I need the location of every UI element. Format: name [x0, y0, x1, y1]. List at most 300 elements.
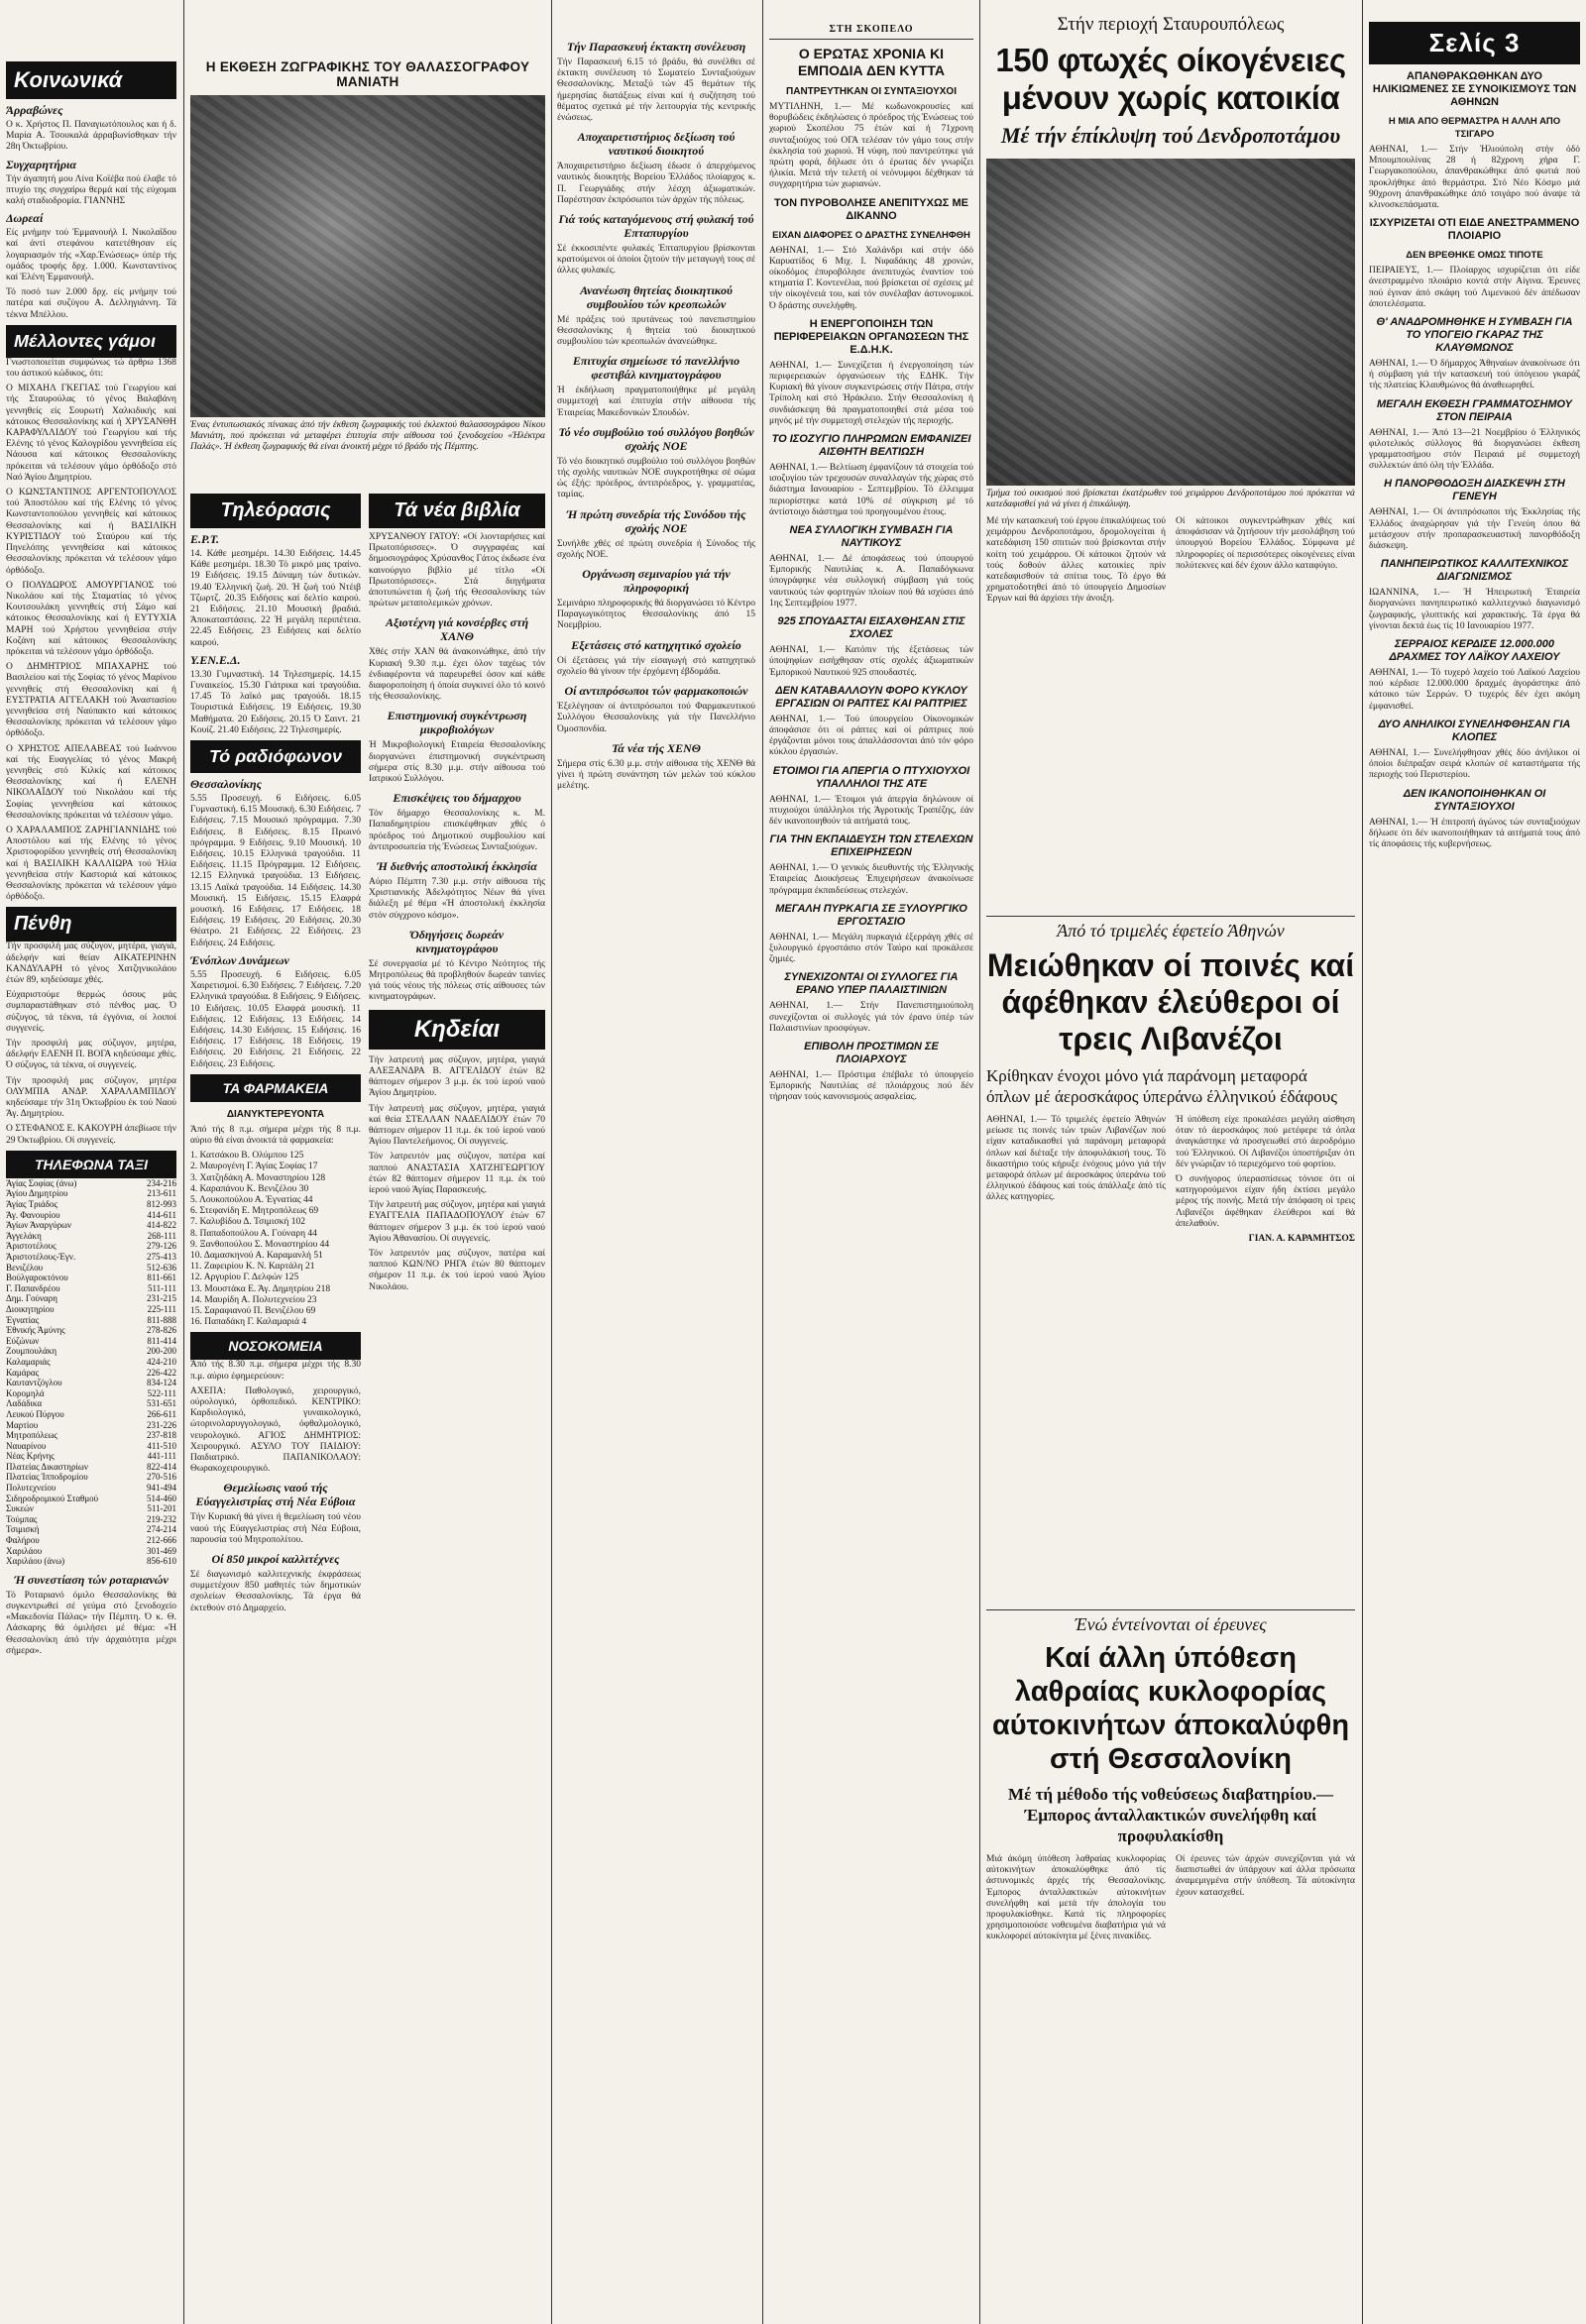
- taxi-stand-name: Καμάρας: [6, 1367, 40, 1378]
- taxi-stand-name: Ζουμπουλάκη: [6, 1346, 57, 1357]
- taxi-phone-number: 522-111: [147, 1387, 176, 1398]
- collections-headline: ΣΥΝΕΧΙΖΟΝΤΑΙ ΟΙ ΣΥΛΛΟΓΕΣ ΓΙΑ ΕΡΑΝΟ ΥΠΕΡ ΠΑΛΑΙΣΤΙΝΙΩΝ: [784, 971, 959, 997]
- taxi-phone-row: [6, 1210, 176, 1221]
- taxi-phone-list: [6, 1178, 176, 1567]
- taxi-phone-number: 275-413: [147, 1252, 176, 1262]
- lebanese-headline: Μειώθηκαν οί ποινές καί άφέθηκαν έλεύθεροι οί τρεις Λιβανέζοι: [986, 947, 1355, 1056]
- butchers-heading: Ανανέωση θητείας διοικητικού συμβουλίου τών κρεοπωλών: [580, 282, 733, 311]
- taxi-phone-number: 268-111: [147, 1230, 176, 1241]
- pharmacy-item: 16. Παπαδάκη Γ. Καλαμαριά 4: [190, 1317, 307, 1328]
- garage-text: ΑΘΗΝΑΙ, 1.— Ό δήμαρχος Άθηναίων άνακοίνωσε ότι ή σύμβαση γιά τήν κατασκευή τού ύπόγειου γκαράζ τής πλατείας Κλαυθμώνος θά άναθεωρηθεί.: [1369, 359, 1580, 391]
- wedding-item: Ο ΚΩΝΣΤΑΝΤΙΝΟΣ ΑΡΓΕΝΤΟΠΟΥΛΟΣ τού Άποστόλου καί τής Ελένης τό γένος Κωνσταντοπούλου γεννηθείς καί κάτοικος Θεσσαλονίκης καί ή ΒΑΣΙΛΙΚΗ ΚΥΡΙΣΤΙΔΟΥ τού Σταύρου καί τής Πηνελόπης γεννηθείσα καί κάτοικος Θεσσαλονίκης πρόκειται νά τελέσουν γάμο όρθόδοξο.: [6, 488, 176, 576]
- taxi-phone-number: 941-494: [147, 1483, 176, 1494]
- festival-text: Ή έκδήλωση πραγματοποιήθηκε μέ μεγάλη συμμετοχή καί έπιτυχία στήν αίθουσα τής Έταιρείας Μακεδονικών Σπουδών.: [557, 386, 755, 418]
- garage-headline: Θ' ΑΝΑΔΡΟΜΗΘΗΚΕ Η ΣΥΜΒΑΣΗ ΓΙΑ ΤΟ ΥΠΟΓΕΙΟ ΓΚΑΡΑΖ ΤΗΣ ΚΛΑΥΘΜΩΝΟΣ: [1376, 316, 1573, 355]
- pharmacy-item: 12. Αργυρίου Γ. Δελφών 125: [190, 1273, 299, 1283]
- funeral-item: Τήν λατρευτή μας σύζυγον, μητέρα, γιαγιά ΑΛΕΞΑΝΔΡΑ Β. ΑΓΓΕΛΙΔΟΥ έτών 82 θάπτομεν σήμερον 3 μ.μ. έκ τού ίερού ναού Άγίου Δημητρίου.: [369, 1054, 545, 1099]
- xanth-heading: Αξιοτέχνη γιά κονσέρβες στή ΧΑΝΘ: [385, 615, 529, 644]
- taxi-stand-name: Τσιμισκή: [6, 1524, 40, 1535]
- taxi-phone-number: 514-460: [147, 1493, 176, 1503]
- yened-label: Υ.ΕΝ.Ε.Δ.: [190, 652, 241, 667]
- taxi-phone-row: [6, 1273, 176, 1283]
- pharmacists-heading: Οί αντιπρόσωποι τών φαρμακοποιών: [564, 684, 748, 699]
- microbiology-text: Ή Μικροβιολογική Εταιρεία Θεσσαλονίκης διοργανώνει έπιστημονική συγκέντρωση σήμερα στίς 8.30 μ.μ. στήν αίθουσα τού Ιατρικού Συλλόγου.: [369, 740, 545, 785]
- donations-text: Τό ποσό των 2.000 δρχ. είς μνήμην τού πατέρα καί συζύγου Α. Δελληγιάννη. Τά τέκνα Μπέλλου.: [6, 287, 176, 320]
- congratulations-text: Τήν άγαπητή μου Λίνα Κοϊέβα πού έλαβε τό πτυχίο της συγχαίρω θερμά καί τής εύχομαι καλή σταδιοδρομία. ΓΙΑΝΝΗΣ: [6, 173, 176, 207]
- lebanese-subhead: Κρίθηκαν ένοχοι μόνο γιά παράνομη μεταφορά όπλων μέ άεροσκάφος ύπεράνω έλληνικού έδάφους: [986, 1066, 1337, 1106]
- pensioners-unsatisfied-text: ΑΘΗΝΑΙ, 1.— Ή έπιτροπή άγώνος τών συνταξιούχων δήλωσε ότι δέν ικανοποιήθηκαν τά αιτήματά τους άπό τίς άποφάσεις τής κυβερνήσεως.: [1369, 817, 1580, 849]
- apostolic-church-heading: Ή διεθνής αποστολική έκκλησία: [377, 859, 537, 874]
- divider: [986, 1609, 1355, 1610]
- strike-text: ΑΘΗΝΑΙ, 1.— Έτοιμοι γιά άπεργία δηλώνουν οί πτυχιούχοι ύπάλληλοι τής Άγροτικής Τραπέζης, έάν δέν ικανοποιηθούν τά αιτήματά τους.: [769, 794, 973, 827]
- hospitals-intro: Άπό τής 8.30 π.μ. σήμερα μέχρι τής 8.30 π.μ. αύριο έφημερεύουν:: [190, 1360, 361, 1382]
- contract-headline: ΝΕΑ ΣΥΛΛΟΓΙΚΗ ΣΥΜΒΑΣΗ ΓΙΑ ΝΑΥΤΙΚΟΥΣ: [789, 524, 954, 550]
- apostolic-church-text: Αύριο Πέμπτη 7.30 μ.μ. στήν αίθουσα τής Χριστιανικής Άδελφότητος Νέων θά γίνει διάλεξη μέ θέμα «Ή άποστολική έκκλησία στόν σύγχρονο κόσμο».: [369, 877, 545, 921]
- pharmacy-item: 3. Χατζηδάκη Α. Μοναστηρίου 128: [190, 1172, 326, 1183]
- taxi-phone-number: 266-611: [147, 1408, 176, 1419]
- section-hospitals-title: ΝΟΣΟΚΟΜΕΙΑ: [190, 1332, 361, 1360]
- radio-armed-forces-label: Ένόπλων Δυνάμεων: [190, 952, 289, 967]
- taxi-phone-row: [6, 1462, 176, 1473]
- fines-text: ΑΘΗΝΑΙ, 1.— Πρόστιμα έπέβαλε τό ύπουργείο Έμπορικής Ναυτιλίας σέ πλοιάρχους πού δέν τήρησαν τούς κανονισμούς ασφαλείας.: [769, 1069, 973, 1103]
- radio-armed-forces-schedule: 5.55 Προσευχή. 6 Ειδήσεις. 6.05 Χαιρετισμοί. 6.30 Ειδήσεις. 7 Ειδήσεις. 7.20 Ελληνικά τραγούδια. 8 Ειδήσεις. 9 Ειδήσεις. 10 Ειδήσεις. 10.05 Ελαφρά μουσική. 11 Ειδήσεις. 12 Ειδήσεις. 13 Ειδήσεις. 14 Ειδήσεις. 14.30 Ειδήσεις. 15 Ειδήσεις. 16 Ειδήσεις. 17 Ειδήσεις. 18 Ειδήσεις. 19 Ειδήσεις. 20 Ειδήσεις. 21 Ειδήσεις. 22 Ειδήσεις. 23 Ειδήσεις.: [190, 969, 361, 1069]
- balance-headline: ΤΟ ΙΣΟΖΥΓΙΟ ΠΛΗΡΩΜΩΝ ΕΜΦΑΝΙΖΕΙ ΑΙΣΘΗΤΗ ΒΕΛΤΙΩΣΗ: [771, 433, 971, 459]
- fines-headline: ΕΠΙΒΟΛΗ ΠΡΟΣΤΙΜΩΝ ΣΕ ΠΛΟΙΑΡΧΟΥΣ: [804, 1040, 939, 1065]
- taxi-stand-name: Σιδηροδρομικού Σταθμού: [6, 1493, 99, 1503]
- stavroupoli-headline: 150 φτωχές οίκογένειες μένουν χωρίς κατοικία: [995, 42, 1346, 116]
- fire-headline: ΜΕΓΑΛΗ ΠΥΡΚΑΓΙΑ ΣΕ ΞΥΛΟΥΡΓΙΚΟ ΕΡΓΟΣΤΑΣΙΟ: [775, 902, 967, 928]
- stavroupoli-subhead: Μέ τήν έπίκλυψη τού Δενδροποτάμου: [1000, 123, 1341, 148]
- lebanese-author: ΓΙΑΝ. Α. ΚΑΡΑΜΗΤΣΟΣ: [1248, 1234, 1355, 1245]
- pharmacy-item: 8. Παπαδοπούλου Α. Γούναρη 44: [190, 1228, 317, 1239]
- collections-text: ΑΘΗΝΑΙ, 1.— Στήν Πανεπιστημιούπολη συνεχίζονται οί συλλογές γιά τόν έρανο ύπέρ τών Παλαιστινίων προσφύγων.: [769, 1001, 973, 1034]
- taxi-phone-row: [6, 1451, 176, 1462]
- taxi-phone-row: [6, 1378, 176, 1388]
- exams-text: Οί έξετάσεις γιά τήν είσαγωγή στό κατηχητικό σχολείο θά γίνουν τήν έρχόμενη έβδομάδα.: [557, 655, 755, 677]
- taxi-stand-name: Πολυτεχνείου: [6, 1483, 57, 1494]
- exhibition-headline: Η ΕΚΘΕΣΗ ΖΩΓΡΑΦΙΚΗΣ ΤΟΥ ΘΑΛΑΣΣΟΓΡΑΦΟΥ ΜΑΝΙΑΤΗ: [205, 59, 530, 89]
- burned-headline: ΑΠΑΝΘΡΑΚΩΘΗΚΑΝ ΔΥΟ ΗΛΙΚΙΩΜΕΝΕΣ ΣΕ ΣΥΝΟΙΚΙΣΜΟΥΣ ΤΩΝ ΑΘΗΝΩΝ: [1372, 70, 1577, 108]
- taxi-phone-row: [6, 1430, 176, 1441]
- pharmacy-item: 15. Σαραφιανού Π. Βενιζέλου 69: [190, 1305, 316, 1316]
- section-mourning-title: Πένθη: [6, 907, 176, 941]
- mourning-item: Εύχαριστούμε θερμώς όσους μάς συμπαραστάθηκαν στό πένθος μας. Ό σύζυγος, τά τέκνα, τά έγγόνια, οί λοιποί συγγενείς.: [6, 990, 176, 1034]
- art-contest-headline: ΠΑΝΗΠΕΙΡΩΤΙΚΟΣ ΚΑΛΛΙΤΕΧΝΙΚΟΣ ΔΙΑΓΩΝΙΣΜΟΣ: [1380, 558, 1569, 584]
- taxi-phone-row: [6, 1441, 176, 1452]
- pharmacy-item: 14. Μαυρίδη Α. Πολυτεχνείου 23: [190, 1294, 317, 1305]
- weddings-intro: Γνωστοποιείται συμφώνως τώ άρθρω 1368 του άστικού κώδικος, ότι:: [6, 357, 176, 380]
- taxi-stand-name: Κορομηλά: [6, 1387, 45, 1398]
- taxi-phone-number: 811-888: [147, 1314, 176, 1325]
- taxi-stand-name: Άριστοτέλους-Έγν.: [6, 1252, 76, 1262]
- shooting-headline: ΤΟΝ ΠΥΡΟΒΟΛΗΣΕ ΑΝΕΠΙΤΥΧΩΣ ΜΕ ΔΙΚΑΝΝΟ: [774, 196, 968, 222]
- training-text: ΑΘΗΝΑΙ, 1.— Ό γενικός διευθυντής τής Έλληνικής Έταιρείας Διοικήσεως Έπιχειρήσεων άνακοίνωσε πρόγραμμα έκπαιδεύσεως στελεχών.: [769, 863, 973, 896]
- stavroupoli-caption: Τμήμα τού οικισμού πού βρίσκεται έκατέρωθεν τού χειμάρρου Δενδροποτάμου πού πρόκειται νά κατεδαφισθεί γιά νά γίνει ή έπικάλυψη.: [986, 489, 1355, 509]
- taxi-stand-name: Βενιζέλου: [6, 1262, 44, 1273]
- column-national-news: [769, 0, 973, 2324]
- lebanese-text: ΑΘΗΝΑΙ, 1.— Τό τριμελές έφετείο Άθηνών μείωσε τις ποινές τών τριών Λιβανέζων πού είχαν καταδικασθεί γιά παράνομη μεταφορά όπλων καί διέταξε τήν άποφυλάκισή τους. Τό δικαστήριο τούς κήρυξε ένόχους μόνο γιά τήν μεταφορά όπλων μέ άεροσκάφος ύπεράνω τού έλληνικού έδάφους καί τούς άπάλλαξε άπό τίς άλλες κατηγορίες.: [986, 1115, 1166, 1203]
- column-rule: [551, 0, 552, 2324]
- engagements-text: Ο κ. Χρήστος Π. Παναγιωτόπουλος και ή δ. Μαρία Α. Τσουκαλά άρραβωνίσθηκαν τήν 28η Όκτωβρίου.: [6, 120, 176, 153]
- edik-headline: Η ΕΝΕΡΓΟΠΟΙΗΣΗ ΤΩΝ ΠΕΡΙΦΕΡΕΙΑΚΩΝ ΟΡΓΑΝΩΣΕΩΝ ΤΗΣ Ε.Δ.Η.Κ.: [773, 317, 969, 356]
- taxi-phone-number: 270-516: [147, 1472, 176, 1483]
- radio-thessaloniki-schedule: 5.55 Προσευχή. 6 Ειδήσεις. 6.05 Γυμναστική. 6.15 Μουσική. 6.30 Ειδήσεις. 7 Ειδήσεις. 7.15 Μουσικό πρόγραμμα. 7.30 Ειδήσεις. 8 Ειδήσεις. 8.15 Πρωινό πρόγραμμα. 9 Ειδήσεις. 9.10 Μουσική. 10 Ειδήσεις. 10.15 Ελληνικά τραγούδια. 11 Ειδήσεις. 11.15 Πρόγραμμα. 12 Ειδήσεις. 12.15 Ελληνικά τραγούδια. 13 Ειδήσεις. 13.15 Λαϊκά τραγούδια. 14 Ειδήσεις. 14.30 Μουσική. 15 Ειδήσεις. 15.15 Ελαφρά μουσική. 16 Ειδήσεις. 17 Ειδήσεις. 18 Ειδήσεις. 19 Ειδήσεις. 20 Ειδήσεις. 20.30 Θέατρο. 21 Ειδήσεις. 22 Ειδήσεις. 23 Ειδήσεις. 24 Ειδήσεις.: [190, 794, 361, 948]
- wedding-item: Ο ΔΗΜΗΤΡΙΟΣ ΜΠΑΧΑΡΗΣ τού Βασιλείου καί τής Σοφίας τό γένος Μαρίνου γεννηθείς στή Θεσσαλονίκη καί ή ΕΥΣΤΡΑΤΙΑ ΑΓΓΕΛΑΚΗ τού Άναστασίου γεννηθείσα στή Ναύπακτο καί κάτοικος Θεσσαλονίκης πρόκειται νά τελέσουν γάμο όρθόδοξο.: [6, 662, 176, 739]
- pharmacy-item: 5. Λουκοπούλου Α. Έγνατίας 44: [190, 1194, 313, 1205]
- seminar-text: Σεμινάριο πληροφορικής θά διοργανώσει τό Κέντρο Παραγωγικότητος Θεσσαλονίκης άπό 15 Νοεμβρίου.: [557, 599, 755, 631]
- free-cinema-heading: Όδηγήσεις δωρεάν κινηματογράφου: [409, 927, 505, 955]
- training-headline: ΓΙΑ ΤΗΝ ΕΚΠΑΙΔΕΥΣΗ ΤΩΝ ΣΤΕΛΕΧΩΝ ΕΠΙΧΕΙΡΗΣΕΩΝ: [769, 833, 973, 859]
- pensioners-heading: Τήν Παρασκευή έκτακτη συνέλευση: [566, 40, 746, 54]
- pharmacy-item: 6. Στεφανίδη Ε. Μητροπόλεως 69: [190, 1206, 319, 1217]
- taxi-stand-name: Χαριλάου: [6, 1545, 43, 1556]
- farewell-heading: Αποχαιρετιστήριος δεξίωση τού ναυτικού διοικητού: [577, 130, 736, 159]
- taxi-stand-name: Τούμπας: [6, 1513, 38, 1524]
- exhibition-article: [190, 59, 545, 488]
- books-text: ΧΡΥΣΑΝΘΟΥ ΓΑΤΟΥ: «Οί λιονταρήσιες καί Πρωτοπόρισσες». Ό συγγραφέας καί δημοσιογράφος Χρύσανθος Γάτος έκδωσε ένα καινούργιο βιβλίο μέ τίτλο «Οί Πρωτοπόρισσες». Στά διηγήματα άποτυπώνεται ή ζωή τής Θεσσαλονίκης τών πρώτων μεταπολεμικών χρόνων.: [369, 532, 545, 609]
- taxi-phone-number: 231-215: [147, 1293, 176, 1304]
- taxi-stand-name: Άριστοτέλους: [6, 1241, 57, 1252]
- lebanese-text: Ή ύπόθεση είχε προκαλέσει μεγάλη αίσθηση όταν τό άεροσκάφος πού μετέφερε τά όπλα άναγκάστηκε νά προσγειωθεί στό άεροδρόμιο τού Έλληνικού. Οί Λιβανέζοι ύποστήριξαν ότι δέν γνώριζαν τό περιεχόμενο τού φορτίου.: [1176, 1115, 1355, 1169]
- column-books-funerals: [369, 494, 545, 2324]
- taxi-phone-row: [6, 1325, 176, 1336]
- section-tv-title: Τηλεόρασις: [190, 494, 361, 528]
- mourning-item: Ο ΣΤΕΦΑΝΟΣ Ε. ΚΑΚΟΥΡΗ άπεβίωσε τήν 29 Όκτωβρίου. Οί συγγενείς.: [6, 1124, 176, 1146]
- xanth-text: Χθές στήν XAN θά άνακοινώθηκε, άπό τήν Κυριακή 9.30 π.μ. έχει όλον ταχέως τόν ένδιαφέροντα νά παρευρεθεί όσον καί κάθε διαφοροποίηση ή όποία συγκινεί όλο τό κοινό τής Θεσσαλονίκης.: [369, 647, 545, 703]
- funeral-item: Τόν λατρευτόν μας σύζυγον, πατέρα καί παππού ΚΩΝ/ΝΟ ΡΗΓΑ έτών 80 θάπτομεν σήμερον 11 π.μ. έκ τού ίερού ναού Άγίου Νικολάου.: [369, 1248, 545, 1292]
- taxi-phone-row: [6, 1535, 176, 1546]
- taxi-phone-row: [6, 1252, 176, 1263]
- boat-text: ΠΕΙΡΑΙΕΥΣ, 1.— Πλοίαρχος ισχυρίζεται ότι είδε άνεστραμμένο πλοιάριο κοντά στήν Αίγινα. Έρευνες πού έγιναν άπό σκάφη τού Λιμενικού δέν άπέδωσαν άποτελέσματα.: [1369, 266, 1580, 309]
- taxi-stand-name: Καλαμαριάς: [6, 1356, 51, 1367]
- taxi-phone-row: [6, 1283, 176, 1294]
- stavroupoli-kicker: Στήν περιοχή Σταυρουπόλεως: [1057, 14, 1285, 35]
- edik-text: ΑΘΗΝΑΙ, 1.— Συνεχίζεται ή ένεργοποίηση τών περιφερειακών όργανώσεων τής ΕΔΗΚ. Τήν Κυριακή θά γίνουν συγκεντρώσεις στήν Πάτρα, στήν Τρίπολη καί στό Ήράκλειο. Στήν Θεσσαλονίκη ή συνδιάσκεψη θά πραγματοποιηθεί στά μέσα τού μηνός μέ τήν συμμετοχή στελεχών τής περιοχής.: [769, 360, 973, 426]
- stavroupoli-body: [986, 516, 1355, 609]
- stavroupoli-text: Μέ τήν κατασκευή τού έργου έπικαλύψεως τού χειμάρρου Δενδροποτάμου, δρομολογείται ή κατεδάφιση 150 σπιτιών πού βρίσκονται στήν κοίτη τού χειμάρρου. Οί κάτοικοι ζητούν νά τούς δοθούν άλλες κατοικίες πρίν κατεδαφισθούν τά σπίτια τους. Τό έργο θά χρηματοδοτηθεί άπό τό ύπουργείο Δημοσίων Έργων καί θά άρχίσει τήν άνοιξη.: [986, 516, 1166, 605]
- section-books-title: Τά νέα βιβλία: [369, 494, 545, 528]
- donations-heading: Δωρεαί: [6, 211, 44, 226]
- taxi-stand-name: Άγγελάκη: [6, 1230, 42, 1241]
- stamps-headline: ΜΕΓΑΛΗ ΕΚΘΕΣΗ ΓΡΑΜΜΑΤΟΣΗΜΟΥ ΣΤΟΝ ΠΕΙΡΑΙΑ: [1377, 397, 1572, 423]
- burned-text: ΑΘΗΝΑΙ, 1.— Στήν Ήλιούπολη στήν όδό Μπουμπουλίνας 28 ή 82χρονη χήρα Γ. Γεωργακοπούλου, άπανθρακώθηκε άπό φωτιά πού προκλήθηκε άπό θερμάστρα. Στό Νέο Κόσμο μιά 90χρονη άπανθρακώθηκε άπό τσιγάρο πού άναψε τά κλινοσκεπάσματα.: [1369, 145, 1580, 211]
- taxi-phone-row: [6, 1388, 176, 1399]
- taxi-phone-number: 213-611: [147, 1188, 176, 1199]
- taxi-phone-number: 212-666: [147, 1535, 176, 1546]
- young-artists-text: Σέ διαγωνισμό καλλιτεχνικής έκφράσεως συμμετέχουν 850 μαθητές τών δημοτικών σχολείων Θεσσαλονίκης. Τά έργα θά έκτεθούν στό Δημαρχείο.: [190, 1570, 361, 1613]
- pensioners-unsatisfied-headline: ΔΕΝ ΙΚΑΝΟΠΟΙΗΘΗΚΑΝ ΟΙ ΣΥΝΤΑΞΙΟΥΧΟΙ: [1403, 787, 1546, 813]
- smuggling-text: Οί έρευνες τών άρχών συνεχίζονται γιά νά διαπιστωθεί άν ύπάρχουν καί άλλα πρόσωπα άναμεμιγμένα στήν ύπόθεση. Τά αύτοκίνητα έχουν κατασχεθεί.: [1176, 1854, 1355, 1898]
- tailors-text: ΑΘΗΝΑΙ, 1.— Τού ύπουργείου Οίκονομικών άποφάσισε ότι οί ράπτες καί οί ράπτριες πού έργάζονται μόνοι τους άπαλλάσσονται άπό τόν φόρο κύκλου έργασιών.: [769, 714, 973, 758]
- taxi-stand-name: Μητροπόλεως: [6, 1430, 57, 1441]
- skopelos-subhead: ΠΑΝΤΡΕΥΤΗΚΑΝ ΟΙ ΣΥΝΤΑΞΙΟΥΧΟΙ: [786, 86, 957, 97]
- contract-text: ΑΘΗΝΑΙ, 1.— Δέ άποφάσεως τού ύπουργού Έμπορικής Ναυτιλίας κ. Α. Παπαδόγκωνα ύπογράφηκε νέα συλλογική σύμβαση γιά τούς ναυτικούς τών φορτηγών πλοίων πού θά ισχύσει άπό 1ης Σεπτεμβρίου 1977.: [769, 554, 973, 609]
- taxi-stand-name: Εύζώνων: [6, 1335, 40, 1346]
- pharmacy-item: 1. Κατσάκου Β. Ολύμπου 125: [190, 1151, 304, 1162]
- taxi-phone-number: 812-993: [147, 1199, 176, 1210]
- pharmacy-item: 7. Καλυβίδου Δ. Τσιμισκή 102: [190, 1217, 305, 1228]
- wedding-item: Ο ΧΡΗΣΤΟΣ ΑΠΕΛΑΒΕΑΣ τού Ιωάννου καί τής Ευαγγελίας τό γένος Μακρή γεννηθείς στό Κιλκίς καί κάτοικος Θεσσαλονίκης καί ή ΕΛΕΝΗ ΝΙΚΟΛΑΪΔΟΥ τού Νικολάου καί τής Σοφίας γεννηθείσα καί κάτοικος Θεσσαλονίκης πρόκειται νά τελέσουν γάμο.: [6, 743, 176, 821]
- rotary-heading: Ή συνεστίαση τών ροταριανών: [14, 1572, 169, 1587]
- taxi-phone-row: [6, 1199, 176, 1210]
- mayor-visits-text: Τόν δήμαρχο Θεσσαλονίκης κ. Μ. Παπαδημητρίου επισκέφθηκαν χθές ό πρόεδρος τού Δημοτικού συμβουλίου καί άντιπροσωπεία τής Ένώσεως Συνταξιούχων.: [369, 809, 545, 852]
- exhibition-caption: Ένας έντυπωσιακός πίνακας άπό τήν έκθεση ζωγραφικής τού έκλεκτού θαλασσογράφου Νίκου Μανιάτη, πού πρόκειται νά μεταφέρει έπιτυχία στήν αίθουσα τού ξενοδοχείου «Ήλέκτρα Παλάς». Ή έκθεση ζωγραφικής θά είναι άνοικτή μέχρι τό βράδυ τής Πέμπτης.: [190, 420, 545, 452]
- microbiology-heading: Επιστημονική συγκέντρωση μικροβιολόγων: [387, 709, 527, 737]
- noe-synod-heading: Ή πρώτη συνεδρία τής Συνόδου τής σχολής ΝΟΕ: [566, 506, 746, 535]
- taxi-phone-number: 234-216: [147, 1177, 176, 1188]
- taxi-phone-row: [6, 1503, 176, 1514]
- divider: [986, 916, 1355, 917]
- section-weddings-title: Μέλλοντες γάμοι: [6, 325, 176, 358]
- funeral-item: Τήν λατρευτή μας σύζυγον, μητέρα καί γιαγιά ΕΥΑΓΓΕΛΙΑ ΠΑΠΑΔΟΠΟΥΛΟΥ έτών 67 θάπτομεν σήμερον 3 μ.μ. έκ τού ίερού ναού Άγίου Άθανασίου. Οί συγγενείς.: [369, 1200, 545, 1244]
- taxi-stand-name: Δημ. Γούναρη: [6, 1293, 57, 1304]
- taxi-phone-row: [6, 1293, 176, 1304]
- students-headline: 925 ΣΠΟΥΔΑΣΤΑΙ ΕΙΣΑΧΘΗΣΑΝ ΣΤΙΣ ΣΧΟΛΕΣ: [777, 615, 965, 641]
- lottery-text: ΑΘΗΝΑΙ, 1.— Τό τυχερό λαχείο τού Λαϊκού Λαχείου πού κέρδισε 12.000.000 δραχμές άγοράστηκε άπό κάτοικο τών Σερρών. Ό τυχερός δέν έχει ακόμη έμφανισθεί.: [1369, 668, 1580, 712]
- smuggling-headline: Καί άλλη ύπόθεση λαθραίας κυκλοφορίας αύτοκινήτων άποκαλύφθη στή Θεσσαλονίκη: [991, 1642, 1350, 1775]
- taxi-stand-name: Ναυαρίνου: [6, 1440, 47, 1451]
- congratulations-heading: Συγχαρητήρια: [6, 157, 76, 171]
- taxi-stand-name: Λευκού Πύργου: [6, 1408, 64, 1419]
- taxi-phone-number: 834-124: [147, 1378, 176, 1388]
- column-athens-news: [1369, 0, 1580, 2324]
- pharmacy-item: 2. Μαυρογένη Γ. Άγίας Σοφίας 17: [190, 1162, 318, 1172]
- pharmacy-item: 11. Ζαφειρίου Κ. Ν. Καρτάλη 21: [190, 1262, 315, 1273]
- taxi-phone-row: [6, 1524, 176, 1535]
- pharmacy-item: 4. Καραπάνου Κ. Βενιζέλου 30: [190, 1183, 309, 1194]
- wedding-item: Ο ΠΟΛΥΔΩΡΟΣ ΑΜΟΥΡΓΙΑΝΟΣ τού Νικολάου καί τής Σταματίας τό γένος Κουτσουλάκη γεννηθείς στή Σάμο καί κάτοικος Θεσσαλονίκης καί ή ΕΥΤΥΧΙΑ ΜΑΡΗ τού Χρήστου γεννηθείσα στήν Κοζάνη καί κάτοικος Θεσσαλονίκης πρόκειται νά τελέσουν γάμο όρθόδοξο.: [6, 580, 176, 657]
- rotary-text: Τό Ροταριανό όμιλο Θεσσαλονίκης θά συγκεντρωθεί σέ γεύμα στό ξενοδοχείο «Μακεδονία Πάλας» τήν Πέμπτη. Ό κ. Θ. Λάσκαρης θά όμιλήσει μέ θέμα: «Ή Θεσσαλονίκη άπό τήν άρχαιότητα μέχρι σήμερα».: [6, 1590, 176, 1656]
- taxi-phone-row: [6, 1472, 176, 1483]
- taxi-phone-number: 301-469: [147, 1545, 176, 1556]
- yened-schedule: 13.30 Γυμναστική. 14 Τηλεσημερίς. 14.15 Γυναικείος. 15.30 Γιάτρικα καί τραγούδια. 17.45 Τό λαϊκό μας τραγούδι. 18.15 Τουριστικά Ειδήσεις. 19 Ειδήσεις. 19.30 Μαθήματα. 20 Ειδήσεις. 20.15 Ό Σαιντ. 21 Κουίζ. 21.40 Ειδήσεις. 22 Τηλεσημερίς.: [190, 669, 361, 735]
- radio-thessaloniki-label: Θεσσαλονίκης: [190, 777, 262, 792]
- taxi-phone-row: [6, 1546, 176, 1557]
- taxi-phone-row: [6, 1315, 176, 1326]
- taxi-phone-number: 511-111: [148, 1282, 176, 1293]
- fire-text: ΑΘΗΝΑΙ, 1.— Μεγάλη πυρκαγιά έξερράγη χθές σέ ξυλουργικό έργοστάσιο στόν Ταύρο καί προκάλεσε ζημιές.: [769, 932, 973, 965]
- taxi-stand-name: Άγίας Σοφίας (άνω): [6, 1177, 77, 1188]
- taxi-phone-row: [6, 1231, 176, 1242]
- lebanese-body: [986, 1115, 1355, 1244]
- mayor-visits-heading: Επισκέψεις του δήμαρχου: [393, 791, 521, 806]
- taxi-stand-name: Γ. Παπανδρέου: [6, 1282, 60, 1293]
- taxi-stand-name: Πλατείας Δικαστηρίων: [6, 1461, 88, 1472]
- shooting-text: ΑΘΗΝΑΙ, 1.— Στό Χαλάνδρι καί στήν όδό Καρυατίδος 6 Μιχ. Ι. Νιφαδάκης 48 χρονών, οίκοδόμος έπυροβόλησε άνεπιτυχώς έναντίον τού κτηματία Γ. Κοντενέλια, πού βρίσκεται σέ σχέσεις μέ τήν οίκογένειά του, καί τόν συνέλαβαν άστυνομικοί. Ό δράστης συνελήφθη.: [769, 245, 973, 311]
- free-cinema-text: Σέ συνεργασία μέ τό Κέντρο Νεότητος τής Μητροπόλεως θά προβληθούν δωρεάν ταινίες γιά τούς νέους τής πόλεως στίς αίθουσες τών κινηματογράφων.: [369, 958, 545, 1003]
- taxi-stand-name: Χαριλάου (άνω): [6, 1556, 65, 1567]
- exams-heading: Εξετάσεις στό κατηχητικό σχολείο: [571, 637, 741, 652]
- lebanese-text-col: [1176, 1115, 1355, 1244]
- column-rule: [979, 0, 980, 2324]
- taxi-phone-number: 811-661: [147, 1273, 176, 1283]
- taxi-phone-number: 200-200: [147, 1346, 176, 1357]
- farewell-text: Άποχαιρετιστήριο δεξίωση έδωσε ό άπερχόμενος ναυτικός διοικητής Βορείου Έλλάδος πλοίαρχος κ. Π. Γεωργιάδης στήν λέσχη άξιωματικών. Παρέστησαν έκπρόσωποι τών άρχών τής πόλεως.: [557, 162, 755, 205]
- taxi-phone-row: [6, 1409, 176, 1420]
- taxi-phone-number: 441-111: [147, 1451, 176, 1462]
- smuggling-subhead: Μέ τή μέθοδο τής νοθεύσεως διαβατηρίου.— Έμπορος άνταλλακτικών συνελήφθη καί προφυλακίσθη: [1008, 1785, 1333, 1845]
- taxi-phone-row: [6, 1483, 176, 1494]
- taxi-stand-name: Μαρτίου: [6, 1419, 39, 1430]
- taxi-phone-row: [6, 1420, 176, 1431]
- taxi-stand-name: Πλατείας Ίπποδρομίου: [6, 1472, 88, 1483]
- wedding-item: Ο ΜΙΧΑΗΛ ΓΚΕΓΙΑΣ τού Γεωργίου καί τής Σταυρούλας τό γένος Βαλαβάνη γεννηθείς είς Σουρωτή Χαλκιδικής καί κάτοικος Θεσσαλονίκης καί ή ΧΡΥΣΑΝΘΗ ΚΑΡΑΦΥΛΛΙΔΟΥ τού Γεωργίου καί τής Ελένης τό γένος Καλογρίδου γεννηθείσα είς Νάουσα καί κάτοικος Θεσσαλονίκης πρόκειται νά τελέσουν γάμο όρθόδοξο στό Ναό Άγίου Δημητρίου.: [6, 384, 176, 483]
- taxi-stand-name: Διοικητηρίου: [6, 1303, 55, 1314]
- burned-subhead: Η ΜΙΑ ΑΠΟ ΘΕΡΜΑΣΤΡΑ Η ΑΛΛΗ ΑΠΟ ΤΣΙΓΑΡΟ: [1388, 116, 1561, 140]
- taxi-phone-number: 231-226: [147, 1419, 176, 1430]
- panorthodox-text: ΑΘΗΝΑΙ, 1.— Οί άντιπρόσωποι τής Έκκλησίας τής Έλλάδος άναχώρησαν γιά τήν Γενεύη όπου θά μετάσχουν στήν προπαρασκευαστική πανορθόδοξη διάσκεψη.: [1369, 507, 1580, 552]
- smuggling-article: [986, 1605, 1355, 2319]
- hospitals-text: ΑΧΕΠΑ: Παθολογικό, χειρουργικό, ούρολογικό, όρθοπεδικό. ΚΕΝΤΡΙΚΟ: Καρδιολογικό, γυναικολογικό, ώτορινολαρυγγολογικό, όφθαλμολογικό, νευρολογικό. ΑΓΙΟΣ ΔΗΜΗΤΡΙΟΣ: Χειρουργικό. ΑΣΥΛΟ ΤΟΥ ΠΑΙΔΙΟΥ: Παιδιατρικό. ΠΑΠΑΝΙΚΟΛΑΟΥ: Θωρακοχειρουργικό.: [190, 1385, 361, 1475]
- skopelos-kicker: ΣΤΗ ΣΚΟΠΕΛΟ: [829, 24, 914, 35]
- column-local-news: [557, 0, 755, 2324]
- taxi-stand-name: Νέας Κρήνης: [6, 1451, 55, 1462]
- church-text: Τήν Κυριακή θά γίνει ή θεμελίωση τού νέου ναού τής Εύαγγελιστρίας στή Νέα Εύβοια, παρουσία τού Μητροπολίτου.: [190, 1512, 361, 1545]
- smuggling-body: [986, 1854, 1355, 1947]
- pharmacy-item: 9. Ξανθοπούλου Σ. Μοναστηρίου 44: [190, 1239, 330, 1250]
- section-taxi-phones-title: ΤΗΛΕΦΩΝΑ ΤΑΞΙ: [6, 1151, 176, 1178]
- taxi-stand-name: Άγίου Δημητρίου: [6, 1188, 68, 1199]
- taxi-phone-row: [6, 1398, 176, 1409]
- art-contest-text: ΙΩΑΝΝΙΝΑ, 1.— Ή Ήπειρωτική Έταιρεία διοργανώνει πανηπειρωτικό καλλιτεχνικό διαγωνισμό ζωγραφικής, γλυπτικής καί χαρακτικής. Τά έργα θά γίνονται δεκτά έως τίς 10 Ιανουαρίου 1977.: [1369, 588, 1580, 631]
- mourning-item: Τήν προσφιλή μας σύζυγον, μητέρα ΟΛΥΜΠΙΑ ΑΝΔΡ. ΧΑΡΑΛΑΜΠΙΔΟΥ κηδεύσαμε τήν 31η Όκτωβρίου έκ τού Ναού Άγ. Δημητρίου.: [6, 1075, 176, 1120]
- tailors-headline: ΔΕΝ ΚΑΤΑΒΑΛΛΟΥΝ ΦΟΡΟ ΚΥΚΛΟΥ ΕΡΓΑΣΙΩΝ ΟΙ ΡΑΠΤΕΣ ΚΑΙ ΡΑΠΤΡΙΕΣ: [775, 684, 967, 710]
- column-tv-radio: [190, 494, 361, 2324]
- funeral-item: Τήν λατρευτή μας σύζυγον, μητέρα, γιαγιά καί θεία ΣΤΕΛΛΑΝ ΝΑΔΕΛΙΔΟΥ έτών 70 θάπτομεν σήμερον 11 π.μ. έκ τού ίερού ναού Άγίου Παντελεήμονος. Οί συγγενείς.: [369, 1103, 545, 1148]
- column-rule: [762, 0, 763, 2324]
- butchers-text: Μέ πράξεις τού πρυτάνεως τού πανεπιστημίου Θεσσαλονίκης ή θητεία τού διοικητικού συμβουλίου τών κρεοπωλών άνανεώθηκε.: [557, 314, 755, 348]
- taxi-phone-row: [6, 1336, 176, 1347]
- smuggling-kicker: Ένώ έντείνονται οί έρευνες: [1075, 1614, 1267, 1634]
- students-text: ΑΘΗΝΑΙ, 1.— Κατόπιν τής έξετάσεως τών ύποψηφίων εισήχθησαν στίς σχολές άξιωματικών Έμπορικού Ναυτικού 925 σπουδαστές.: [769, 645, 973, 678]
- stavroupoli-photo: [986, 159, 1355, 486]
- wedding-item: Ο ΧΑΡΑΛΑΜΠΟΣ ΖΑΡΗΓΙΑΝΝΙΔΗΣ τού Αποστόλου καί τής Ελένης τό γένος Χριστοφορίδου γεννηθείς στή Θεσσαλονίκη καί ή ΒΑΣΙΛΙΚΗ ΚΑΛΛΙΩΡΑ τού Ήλία γεννηθείσα στήν Καστοριά καί κάτοικος Θεσσαλονίκης πρόκειται νά τελέσουν γάμο όρθόδοξο.: [6, 825, 176, 903]
- column-society: [6, 0, 176, 2324]
- taxi-phone-row: [6, 1188, 176, 1199]
- pharmacies-intro: Άπό τής 8 π.μ. σήμερα μέχρι τής 8 π.μ. αύριο θά είναι άνοικτά τά φαρμακεία:: [190, 1124, 361, 1146]
- strike-headline: ΕΤΟΙΜΟΙ ΓΙΑ ΑΠΕΡΓΙΑ Ο ΠΤΥΧΙΟΥΧΟΙ ΥΠΑΛΛΗΛΟΙ ΤΗΣ ΑΤΕ: [772, 764, 970, 790]
- taxi-phone-row: [6, 1346, 176, 1357]
- boat-headline: ΙΣΧΥΡΙΖΕΤΑΙ ΟΤΙ ΕΙΔΕ ΑΝΕΣΤΡΑΜΜΕΝΟ ΠΛΟΙΑΡΙΟ: [1369, 217, 1580, 243]
- funeral-item: Τόν λατρευτόν μας σύζυγον, πατέρα καί παππού ΑΝΑΣΤΑΣΙΑ ΧΑΤΖΗΓΕΩΡΓΙΟΥ έτών 82 θάπτομεν σήμερον 11 π.μ. έκ τού ίερού ναού Άγίας Παρασκευής.: [369, 1152, 545, 1195]
- stamps-text: ΑΘΗΝΑΙ, 1.— Άπό 13—21 Νοεμβρίου ό Έλληνικός φιλοτελικός σύλλογος θά διοργανώσει έκθεση γραμματοσήμου στόν Πειραιά μέ συμμετοχή συλλεκτών άπό όλη τήν Έλλάδα.: [1369, 427, 1580, 472]
- pharmacy-item: 10. Δαμασκηνού Α. Καραμανλή 51: [190, 1250, 323, 1261]
- panorthodox-headline: Η ΠΑΝΟΡΘΟΔΟΞΗ ΔΙΑΣΚΕΨΗ ΣΤΗ ΓΕΝΕΥΗ: [1384, 478, 1565, 503]
- taxi-phone-number: 411-510: [147, 1440, 176, 1451]
- pharmacy-list: [190, 1151, 361, 1328]
- lebanese-kicker: Άπό τό τριμελές έφετείο Άθηνών: [1057, 921, 1285, 941]
- taxi-stand-name: Καυταντζόγλου: [6, 1378, 62, 1388]
- prison-text: Σέ έκκοσιπέντε φυλακές Έπταπυργίου βρίσκονται κρατούμενοι οί όποίοι ζητούν τήν μεταγωγή τους σέ άλλες φυλακές.: [557, 244, 755, 277]
- taxi-phone-number: 414-822: [147, 1220, 176, 1231]
- festival-heading: Επιτυχία σημείωσε τό πανελλήνιο φεστιβάλ κινηματογράφου: [572, 354, 740, 383]
- skopelos-headline: Ο ΕΡΩΤΑΣ ΧΡΟΝΙΑ ΚΙ ΕΜΠΟΔΙΑ ΔΕΝ ΚΥΤΤΑ: [797, 46, 946, 78]
- taxi-phone-number: 511-201: [147, 1503, 176, 1514]
- taxi-phone-number: 822-414: [147, 1461, 176, 1472]
- taxi-phone-row: [6, 1304, 176, 1315]
- pharmacists-text: Έξελέγησαν οί άντιπρόσωποι τού Φαρμακευτικού Συλλόγου Θεσσαλονίκης γιά τήν Πανελλήνιο Όμοσπονδία.: [557, 702, 755, 734]
- taxi-phone-row: [6, 1263, 176, 1273]
- minors-text: ΑΘΗΝΑΙ, 1.— Συνελήφθησαν χθές δύο άνήλικοι οί όποίοι διέπραξαν σειρά κλοπών σέ καταστήματα τής περιοχής τού Περιστερίου.: [1369, 747, 1580, 781]
- divider: [769, 39, 973, 40]
- section-society-title: Κοινωνικά: [6, 61, 176, 99]
- taxi-phone-number: 225-111: [147, 1303, 176, 1314]
- pensioners-text: Τήν Παρασκευή 6.15 τό βράδυ, θά συνέλθει σέ έκτακτη συνέλευση τό Σωματείο Συνταξιούχων Θεσσαλονίκης. Μεταξύ τών 45 θεμάτων τής ήμερησίας διατάξεως είναι καί ή συζήτηση τού θέματος σχετικά μέ τήν λειτουργία τής κεντρικής ένώσεως.: [557, 57, 755, 124]
- donations-text: Είς μνήμην τού Έμμανουήλ Ι. Νικολαΐδου καί άντί στεφάνου κατετέθησαν είς λογαριασμόν τής «Χαρ.Ένώσεως» ύπέρ τής ομάδος τροφής δρχ. 1.000. Κωνσταντίνος καί Έλένη Έμμανουήλ.: [6, 228, 176, 283]
- taxi-phone-number: 531-651: [147, 1398, 176, 1409]
- column-rule: [1362, 0, 1363, 2324]
- section-funerals-title: Κηδείαι: [369, 1010, 545, 1050]
- shooting-subhead: ΕΙΧΑΝ ΔΙΑΦΟΡΕΣ Ο ΔΡΑΣΤΗΣ ΣΥΝΕΛΗΦΘΗ: [772, 229, 970, 241]
- taxi-phone-row: [6, 1494, 176, 1504]
- taxi-stand-name: Λαδάδικα: [6, 1398, 43, 1409]
- skopelos-text: ΜΥΤΙΛΗΝΗ, 1.— Μέ κωδωνοκρουσίες καί θορυβώδεις έκδηλώσεις ό πρόεδρος τής Ένώσεως τού χωριού Σκοπέλου 75 έτών καί ή 71χρονη συνταξιούχος τού ΟΓΑ τελέσαν τόν γάμο τους στήν έκκλησία τού χωριού. Ή νύφη, πού παντρεύτηκε γιά πρώτη φορά, δήλωσε ότι ό έρωτας δέν γνωρίζει ήλικία. Μετά τήν τελετή οί νεόνυμφοι δέχθηκαν τά συγχαρητήρια τών χωριανών.: [769, 102, 973, 190]
- ert-schedule: 14. Κάθε μεσημέρι. 14.30 Ειδήσεις. 14.45 Κάθε μεσημέρι. 18.30 Τό μικρό μας τραίνο. 19 Ειδήσεις. 19.15 Δύναμη τών δυτικών. 19.40 Έλληνική ζωή. 20. Ή ζωή τού Ντέιβ Τζωρτζ. 20.35 Ειδήσεις καί δελτίο καιρού. 21 Ειδήσεις. 21.10 Μουσική βραδιά. Άποκαταστάσεις. 22 Ή μεγάλη περιπέτεια. 22.45 Ειδήσεις. 23 Ειδήσεις καί δελτίο καιρού.: [190, 549, 361, 648]
- taxi-phone-number: 414-611: [147, 1209, 176, 1220]
- engagements-heading: Άρραβώνες: [6, 103, 63, 117]
- column-rule: [183, 0, 184, 2324]
- mourning-item: Τήν προσφιλή μας σύζυγον, μητέρα, γιαγιά, άδελφήν καί θείαν ΑΙΚΑΤΕΡΙΝΗΝ ΚΑΝΔΥΛΑΡΗ τό γένος Χατζηνικολάου έτών 89, κηδεύσαμε χθές.: [6, 941, 176, 985]
- taxi-phone-number: 856-610: [147, 1556, 176, 1567]
- stavroupoli-text: Οί κάτοικοι συγκεντρώθηκαν χθές καί άποφάσισαν νά ζητήσουν τήν μεσολάβηση τού ύπουργού Βορείου Έλλάδος. Σύμφωνα μέ πληροφορίες οί περισσότερες οίκογένειες είναι πολύτεκνες καί δέν έχουν άλλο καταφύγιο.: [1176, 516, 1355, 571]
- minors-headline: ΔΥΟ ΑΝΗΛΙΚΟΙ ΣΥΝΕΛΗΦΘΗΣΑΝ ΓΙΑ ΚΛΟΠΕΣ: [1378, 718, 1571, 743]
- taxi-phone-number: 219-232: [147, 1513, 176, 1524]
- church-heading: Θεμελίωσις ναού τής Εύαγγελιστρίας στή Νέα Εύβοια: [195, 1481, 356, 1509]
- taxi-stand-name: Βούλγαροκτόνου: [6, 1273, 68, 1283]
- taxi-stand-name: Άγίων Άναργύρων: [6, 1220, 72, 1231]
- boat-subhead: ΔΕΝ ΒΡΕΘΗΚΕ ΟΜΩΣ ΤΙΠΟΤΕ: [1406, 250, 1543, 262]
- mourning-item: Τήν προσφιλή μας σύζυγον, μητέρα, άδελφήν ΕΛΕΝΗ Π. ΒΟΓΑ κηδεύσαμε χθές. Ό σύζυγος, τά τέκνα, οί συγγενείς.: [6, 1039, 176, 1071]
- xenth-text: Σήμερα στίς 6.30 μ.μ. στήν αίθουσα τής ΧΕΝΘ θά γίνει ή πρώτη συνάντηση τών μελών τού κύκλου μελέτης.: [557, 758, 755, 792]
- seminar-heading: Οργάνωση σεμιναρίου γιά τήν πληροφορική: [582, 567, 731, 596]
- page-number-box: Σελίς 3: [1369, 22, 1580, 64]
- balance-text: ΑΘΗΝΑΙ, 1.— Βελτίωση έμφανίζουν τά στοιχεία τού ισοζυγίου τών τρεχουσών συναλλαγών τής χώρας στό διάστημα Ιανουαρίου - Σεπτεμβρίου. Τό έλλειμμα περιορίστηκε κατά 10% σέ σύγκριση μέ τό άντίστοιχο διάστημα τού προηγουμένου έτους.: [769, 463, 973, 517]
- taxi-phone-row: [6, 1241, 176, 1252]
- young-artists-heading: Οί 850 μικροί καλλιτέχνες: [211, 1552, 340, 1567]
- section-pharmacies-title: ΤΑ ΦΑΡΜΑΚΕΙΑ: [190, 1074, 361, 1102]
- taxi-stand-name: Έγνατίας: [6, 1314, 40, 1325]
- section-radio-title: Τό ραδιόφωνον: [190, 740, 361, 773]
- taxi-phone-number: 226-422: [147, 1367, 176, 1378]
- pharmacy-item: 13. Μουστάκα Ε. Άγ. Δημητρίου 218: [190, 1283, 331, 1294]
- pharmacies-subtitle: ΔΙΑΝΥΚΤΕΡΕΥΟΝΤΑ: [226, 1108, 325, 1120]
- taxi-phone-number: 512-636: [147, 1262, 176, 1273]
- exhibition-painting-photo: [190, 95, 545, 417]
- taxi-phone-row: [6, 1514, 176, 1525]
- noe-council-text: Τό νέο διοικητικό συμβούλιο τού συλλόγου βοηθών τής σχολής ναυτικών ΝΟΕ συγκροτήθηκε σέ σώμα ώς έξής: πρόεδρος, άντιπρόεδρος, γ. γραμματέας, ταμίας.: [557, 456, 755, 500]
- taxi-phone-number: 274-214: [147, 1524, 176, 1535]
- lebanese-text: Ό συνήγορος ύπερασπίσεως τόνισε ότι οί κατηγορούμενοι είχαν ήδη έκτίσει μεγάλο μέρος τής ποινής. Μετά τήν άπόφαση οί τρεις Λιβανέζοι άφέθηκαν έλεύθεροι καί θά άπελαθούν.: [1176, 1174, 1355, 1229]
- taxi-phone-row: [6, 1368, 176, 1379]
- taxi-phone-number: 279-126: [147, 1241, 176, 1252]
- taxi-stand-name: Συκεών: [6, 1503, 35, 1514]
- noe-council-heading: Τό νέο συμβούλιο τού συλλόγου βοηθών σχολής ΝΟΕ: [558, 424, 754, 453]
- taxi-phone-number: 278-826: [147, 1325, 176, 1336]
- taxi-phone-row: [6, 1178, 176, 1189]
- taxi-phone-row: [6, 1220, 176, 1231]
- taxi-stand-name: Φαλήρου: [6, 1535, 40, 1546]
- stavroupoli-article: [986, 14, 1355, 906]
- prison-heading: Γιά τούς καταγόμενους στή φυλακή τού Επταπυργίου: [558, 212, 754, 241]
- taxi-phone-number: 424-210: [147, 1356, 176, 1367]
- taxi-stand-name: Άγ. Φανουρίου: [6, 1209, 60, 1220]
- lebanese-article: [986, 912, 1355, 1596]
- noe-synod-text: Συνήλθε χθές σέ πρώτη συνεδρία ή Σύνοδος τής σχολής ΝΟΕ.: [557, 538, 755, 560]
- taxi-phone-row: [6, 1357, 176, 1368]
- taxi-stand-name: Άγίας Τριάδος: [6, 1199, 58, 1210]
- taxi-phone-row: [6, 1556, 176, 1567]
- taxi-phone-number: 237-818: [147, 1430, 176, 1441]
